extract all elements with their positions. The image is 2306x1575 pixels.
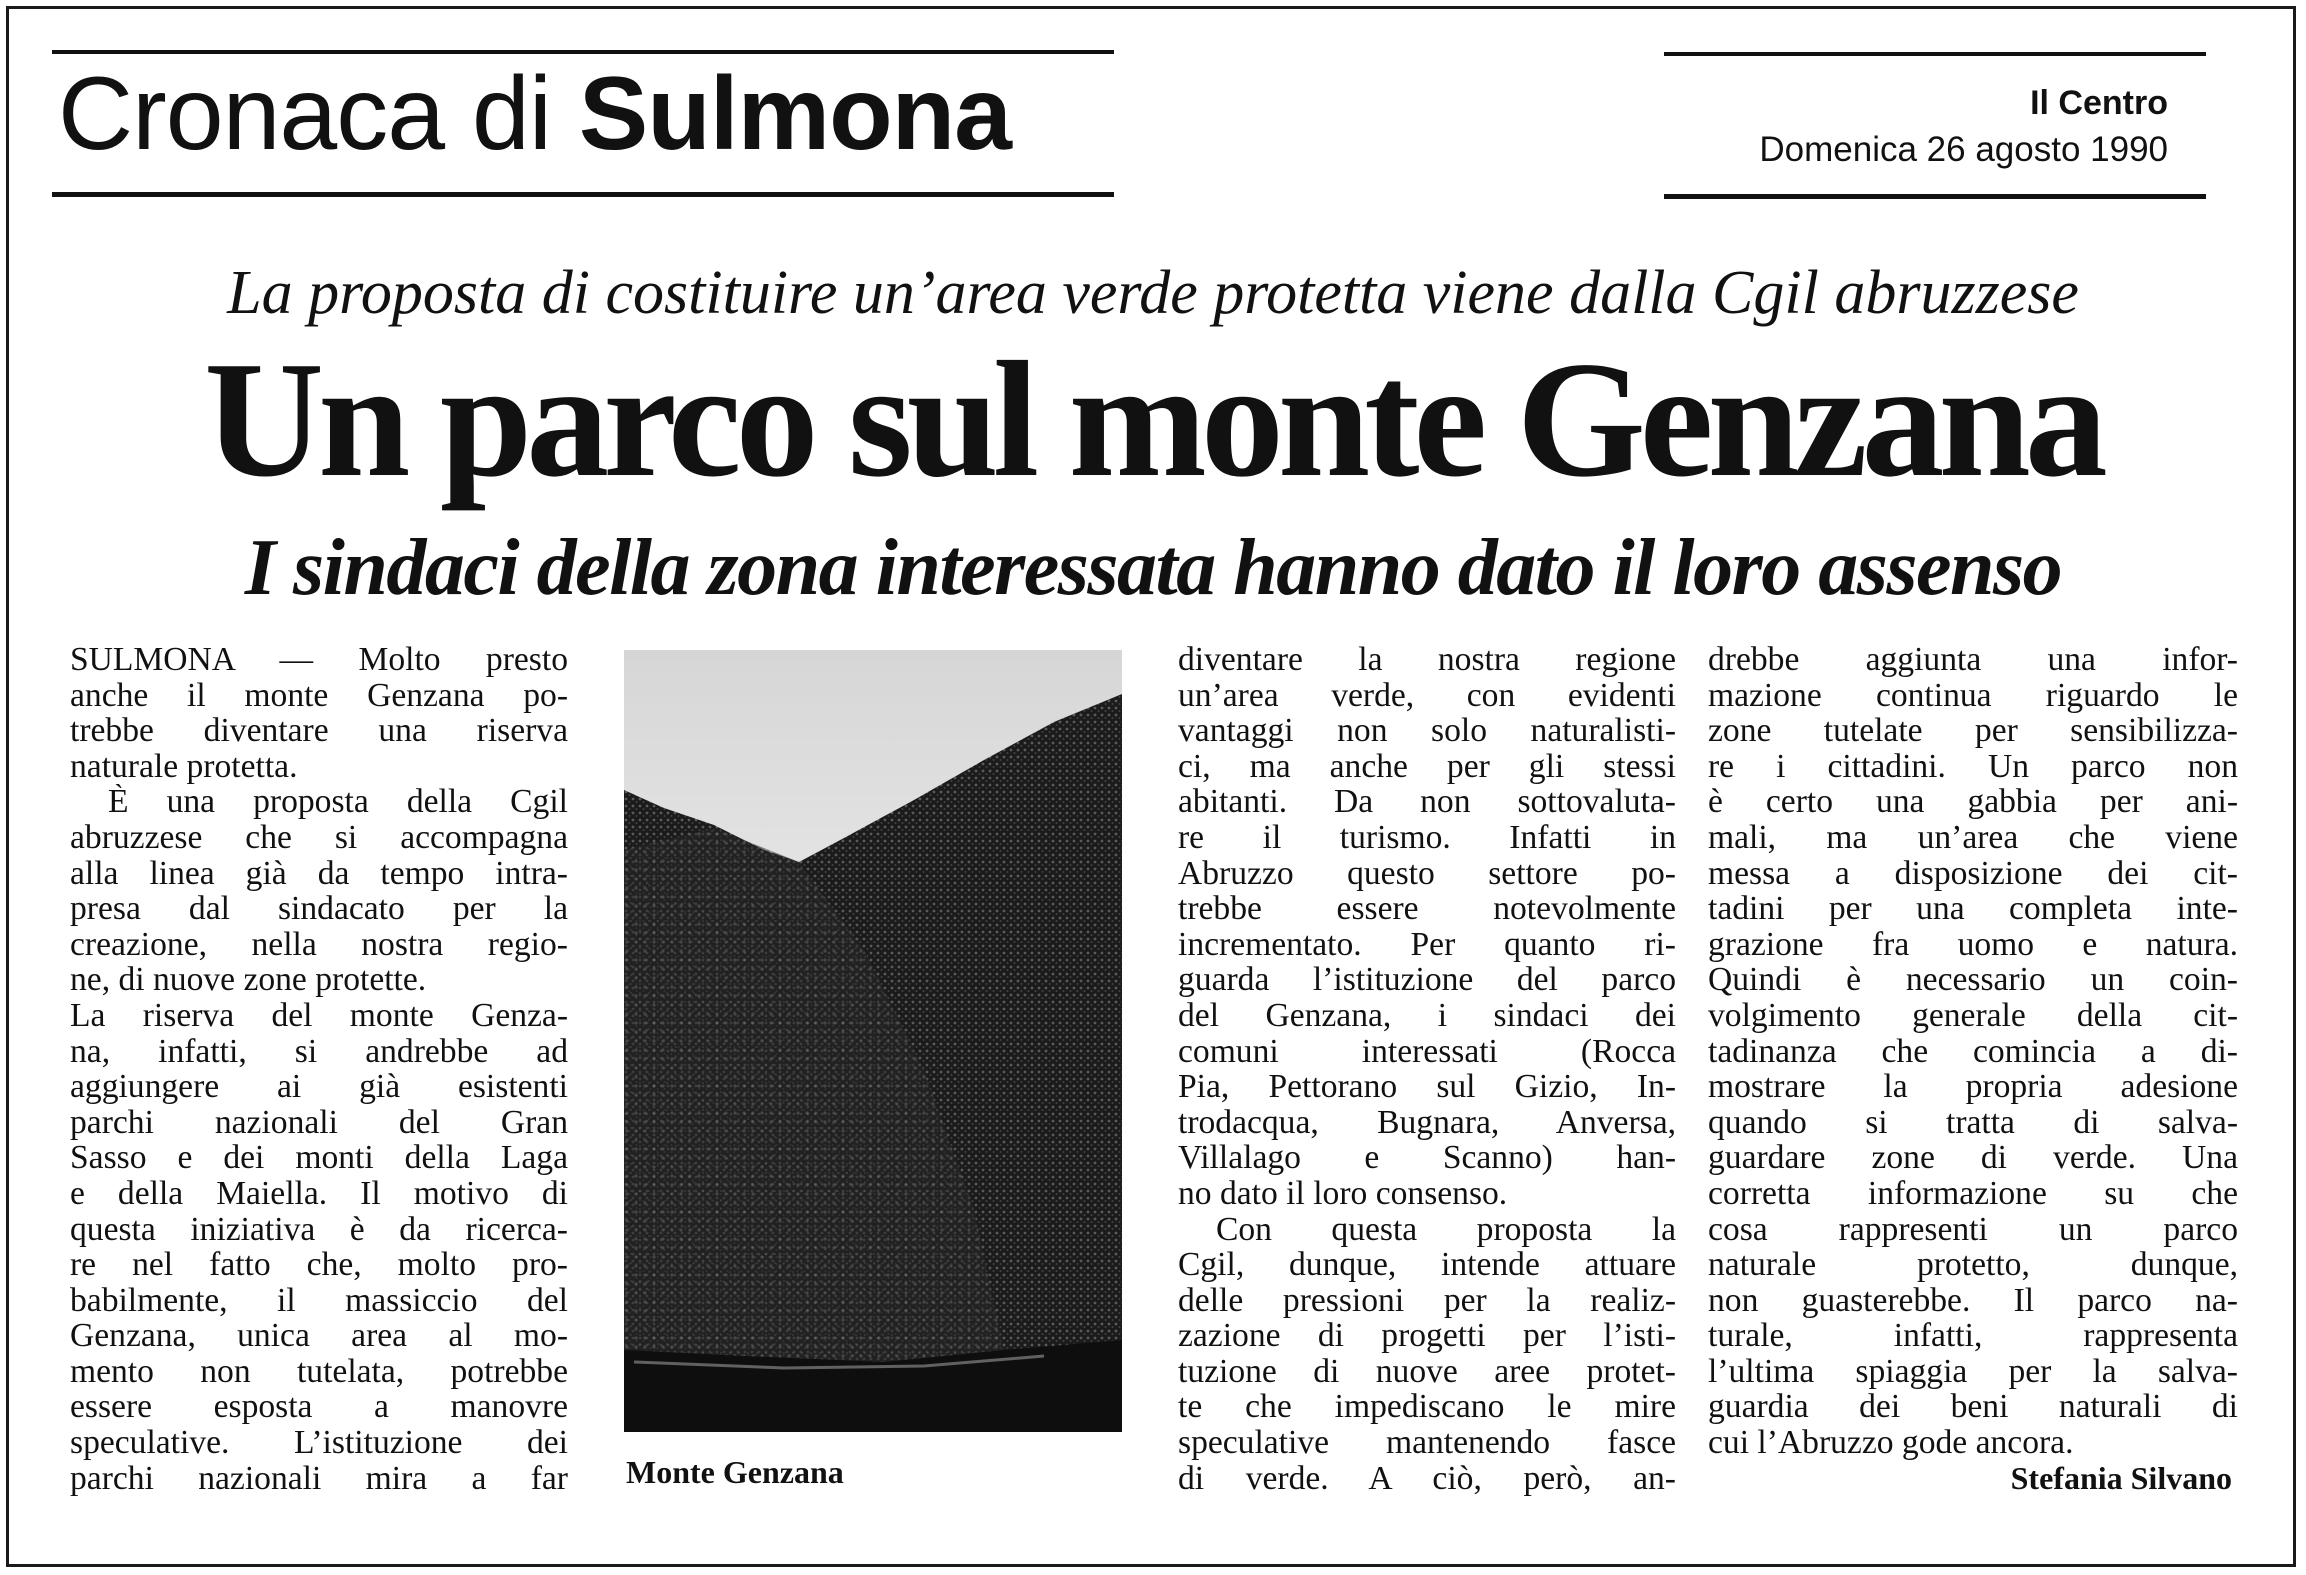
text-line: re i cittadini. Un parco non [1708,748,2238,785]
section-title [58,56,1011,172]
mountain-photo [624,650,1122,1432]
text-line: Genzana, unica area al mo- [70,1318,568,1354]
text-line: e della Maiella. Il motivo di [70,1175,568,1212]
text-line: trebbe diventare una riserva [70,713,568,749]
text-line: volgimento generale della cit- [1708,997,2238,1034]
text-line: presa dal sindacato per la [70,891,568,927]
text-line: speculative mantenendo fasce [1178,1425,1676,1461]
section-name: Sulmona [578,56,1011,172]
text-line: creazione, nella nostra regio- [70,926,568,963]
text-line: comuni interessati (Rocca [1178,1033,1676,1070]
article-kicker: La proposta di costituire un’area verde protetta viene dalla Cgil abruzzese [227,259,2079,327]
newspaper-name: Il Centro [2030,84,2168,122]
text-line: Cgil, dunque, intende attuare [1178,1247,1676,1283]
text-line: messa a disposizione dei cit- [1708,855,2238,892]
text-line: mento non tutelata, potrebbe [70,1353,568,1390]
text-line: ne, di nuove zone protette. [70,962,427,998]
text-line: Pia, Pettorano sul Gizio, In- [1178,1069,1676,1105]
text-line: parchi nazionali mira a far [70,1460,568,1497]
article-headline: Un parco sul monte Genzana [204,327,2102,511]
text-line: un’area verde, con evidenti [1178,677,1676,714]
masthead-rule-top-left [52,50,1114,54]
text-line: re il turismo. Infatti in [1178,819,1676,856]
text-line: delle pressioni per la realiz- [1178,1282,1676,1319]
text-line: naturale protetto, dunque, [1708,1247,2238,1283]
text-line: na, infatti, si andrebbe ad [70,1033,568,1070]
masthead-rule-bottom-right [1664,194,2206,199]
text-line: incrementato. Per quanto ri- [1178,926,1676,963]
text-line: vantaggi non solo naturalisti- [1178,713,1676,749]
text-line: mazione continua riguardo le [1708,677,2238,714]
text-line: abruzzese che si accompagna [70,819,568,856]
text-line: Abruzzo questo settore po- [1178,855,1676,892]
text-line: mostrare la propria adesione [1708,1069,2238,1105]
text-line: Villalago e Scanno) han- [1178,1140,1676,1176]
text-line: grazione fra uomo e natura. [1708,926,2238,963]
text-line: naturale protetta. [70,748,298,785]
text-line: questa iniziativa è da ricerca- [70,1211,568,1248]
text-line: La riserva del monte Genza- [70,997,568,1034]
text-line: non guasterebbe. Il parco na- [1708,1282,2238,1319]
text-line: tadinanza che comincia a di- [1708,1033,2238,1070]
text-line: cui l’Abruzzo gode ancora. [1708,1425,2074,1461]
text-line: ci, ma anche per gli stessi [1178,748,1676,785]
author-byline: Stefania Silvano [2010,1460,2232,1496]
article-column-4 [1708,642,2238,1461]
text-line: quando si tratta di salva- [1708,1104,2238,1141]
text-line: abitanti. Da non sottovaluta- [1178,784,1676,820]
text-line: È una proposta della Cgil [108,784,568,820]
text-line: tadini per una completa inte- [1708,891,2238,927]
text-line: SULMONA — Molto presto [70,642,568,678]
text-line: parchi nazionali del Gran [70,1104,568,1141]
text-line: guardia dei beni naturali di [1708,1389,2238,1426]
text-line: è certo una gabbia per ani- [1708,784,2238,820]
masthead-rule-bottom-left [52,192,1114,197]
text-line: re nel fatto che, molto pro- [70,1247,568,1283]
text-line: speculative. L’istituzione dei [70,1425,568,1461]
text-line: del Genzana, i sindaci dei [1178,997,1676,1034]
photo-caption: Monte Genzana [626,1454,844,1490]
text-line: mali, ma un’area che viene [1708,819,2238,856]
article-subhead: I sindaci della zona interessata hanno dato il loro assenso [244,524,2062,612]
text-line: drebbe aggiunta una infor- [1708,642,2238,678]
text-line: trodacqua, Bugnara, Anversa, [1178,1104,1676,1141]
text-line: l’ultima spiaggia per la salva- [1708,1353,2238,1390]
masthead-rule-top-right [1664,52,2206,56]
text-line: corretta informazione su che [1708,1175,2238,1212]
text-line: trebbe essere notevolmente [1178,891,1676,927]
text-line: aggiungere ai già esistenti [70,1069,568,1105]
text-line: di verde. A ciò, però, an- [1178,1460,1676,1497]
text-line: Sasso e dei monti della Laga [70,1140,568,1176]
article-column-3 [1178,642,1676,1496]
text-line: guardare zone di verde. Una [1708,1140,2238,1176]
text-line: no dato il loro consenso. [1178,1175,1508,1212]
text-line: guarda l’istituzione del parco [1178,962,1676,998]
issue-date: Domenica 26 agosto 1990 [1759,130,2168,169]
text-line: essere esposta a manovre [70,1389,568,1426]
text-line: cosa rappresenti un parco [1708,1211,2238,1248]
text-line: tuzione di nuove aree protet- [1178,1353,1676,1390]
text-line: alla linea già da tempo intra- [70,855,568,892]
text-line: turale, infatti, rappresenta [1708,1318,2238,1354]
text-line: babilmente, il massiccio del [70,1282,568,1319]
text-line: zone tutelate per sensibilizza- [1708,713,2238,749]
text-line: te che impediscano le mire [1178,1389,1676,1426]
text-line: Con questa proposta la [1216,1211,1676,1248]
text-line: zazione di progetti per l’isti- [1178,1318,1676,1354]
text-line: diventare la nostra regione [1178,642,1676,678]
text-line: Quindi è necessario un coin- [1708,962,2238,998]
article-column-1 [70,642,568,1496]
section-prefix: Cronaca di [58,56,551,172]
text-line: anche il monte Genzana po- [70,677,568,714]
